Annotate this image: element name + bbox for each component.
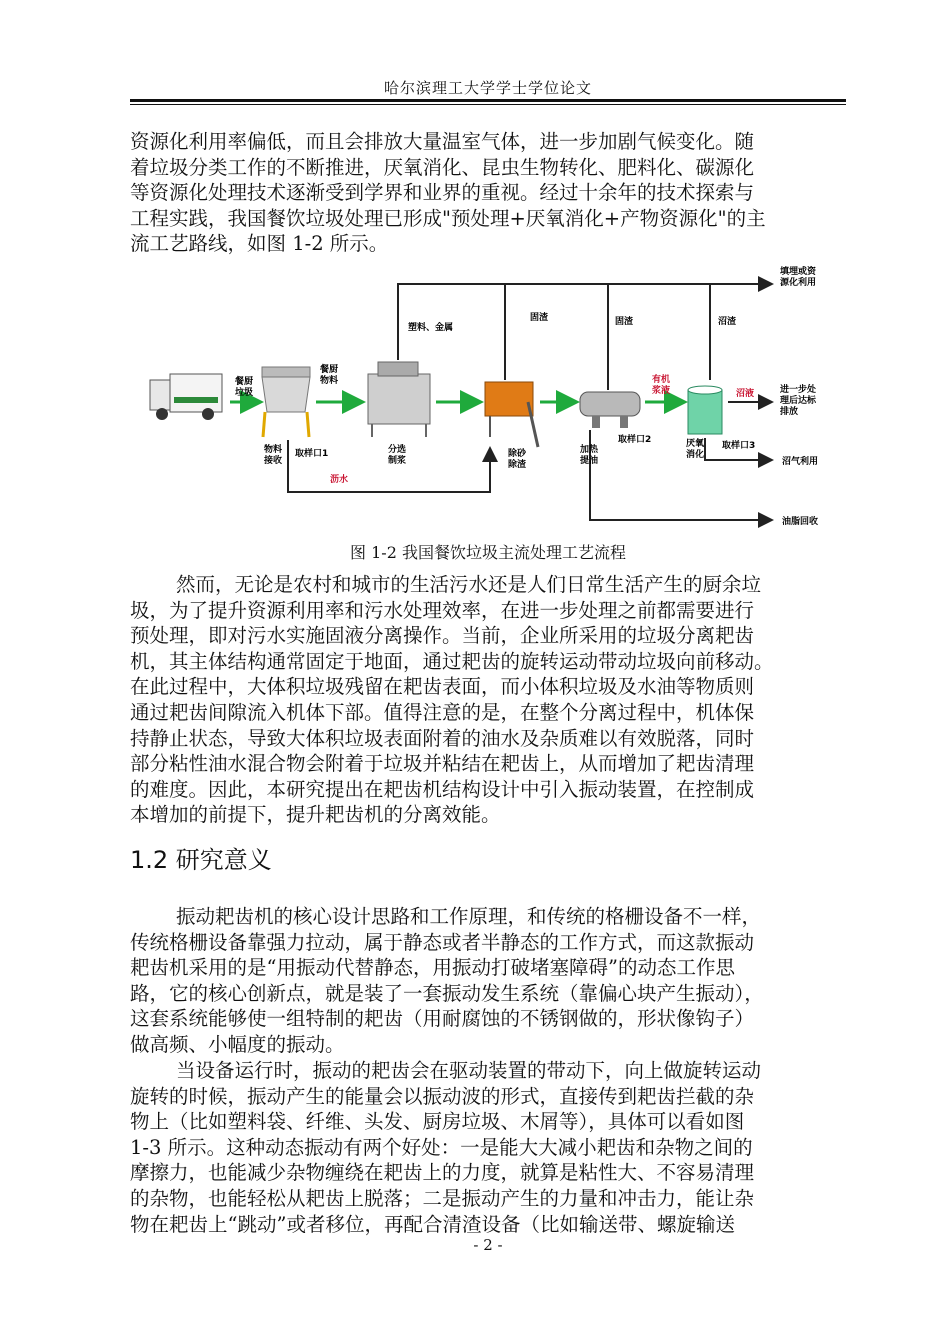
text-line: 物在耙齿上“跳动”或者移位，再配合清渣设备（比如输送带、螺旋输送 — [130, 1212, 735, 1236]
text-line: 旋转的时候，振动产生的能量会以振动波的形式，直接传到耙齿拦截的杂 — [130, 1084, 755, 1108]
label-kitchen-material: 餐厨物料 — [320, 365, 339, 386]
text-line: 等资源化处理技术逐渐受到学界和业界的重视。经过十余年的技术探索与 — [130, 181, 755, 205]
label-sampling-2: 取样口2 — [618, 435, 652, 445]
label-biogas-use: 沼气利用 — [782, 457, 819, 467]
text-line: 摩擦力，也能减少杂物缠绕在耙齿上的力度，就算是粘性大、不容易清理 — [130, 1161, 755, 1185]
text-line: 持静止状态，导致大体积垃圾表面附着的油水及杂质难以有效脱落，同时 — [130, 726, 755, 750]
text-line: 物上（比如塑料袋、纤维、头发、厨房垃圾、木屑等），具体可以看如图 — [130, 1110, 745, 1134]
text-line: 路，它的核心创新点，就是装了一套振动发生系统（靠偏心块产生振动）， — [130, 981, 764, 1005]
label-sampling-3: 取样口3 — [722, 441, 756, 451]
page-number: - 2 - — [473, 1236, 503, 1254]
text-line: 工程实践，我国餐饮垃圾处理已形成"预处理+厌氧消化+产物资源化"的主 — [130, 206, 766, 230]
text-line: 的杂物，也能轻松从耙齿上脱落；二是振动产生的力量和冲击力，能让杂 — [130, 1186, 755, 1210]
label-sort-pulp: 分选制浆 — [388, 445, 407, 466]
text-line: 传统格栅设备靠强力拉动，属于静态或者半静态的工作方式，而这款振动 — [130, 930, 755, 954]
label-heat-oil: 加热提油 — [580, 445, 599, 466]
label-landfill: 填埋或资源化利用 — [780, 267, 817, 288]
text-line: 通过耙齿间隙流入机体下部。值得注意的是，在整个分离过程中，机体保 — [130, 700, 755, 724]
garbage-truck-icon — [150, 374, 222, 420]
page-header: 哈尔滨理工大学学士学位论文 — [383, 79, 592, 97]
text-line: 预处理，即对污水实施固液分离操作。当前，企业所采用的垃圾分离耙齿 — [130, 624, 755, 648]
centrifuge-icon — [580, 392, 640, 428]
label-material-receive: 物料接收 — [264, 445, 283, 466]
label-organic-slurry: 有机浆液 — [652, 375, 671, 396]
text-line: 1-3 所示。这种动态振动有两个好处：一是能大大减小耙齿和杂物之间的 — [130, 1135, 753, 1159]
body-paragraph-3 — [130, 904, 846, 1058]
figure-caption: 图 1-2 我国餐饮垃圾主流处理工艺流程 — [350, 543, 626, 562]
text-line: 着垃圾分类工作的不断推进，厌氧消化、昆虫生物转化、肥料化、碳源化 — [130, 155, 755, 179]
label-solid-residue-2: 固渣 — [615, 317, 634, 327]
section-heading: 1.2 研究意义 — [130, 846, 272, 874]
text-line: 然而，无论是农村和城市的生活污水还是人们日常生活产生的厨余垃 — [176, 573, 762, 596]
text-line: 做高频、小幅度的振动。 — [130, 1032, 345, 1056]
label-biogas-liquid: 沼液 — [736, 389, 755, 399]
anaerobic-tank-icon — [688, 386, 722, 434]
text-line: 资源化利用率偏低，而且会排放大量温室气体，进一步加剧气候变化。随 — [130, 130, 755, 153]
label-biogas-residue: 沼渣 — [718, 317, 737, 327]
intro-paragraph — [130, 129, 846, 257]
label-anaerobic: 厌氧消化 — [686, 439, 705, 460]
text-line: 耙齿机采用的是“用振动代替静态，用振动打破堵塞障碍”的动态工作思 — [130, 956, 735, 980]
text-line: 机，其主体结构通常固定于地面，通过耙齿的旋转运动带动垃圾向前移动。 — [130, 649, 774, 673]
sorting-pulper-icon — [368, 362, 430, 437]
label-sampling-1: 取样口1 — [295, 449, 329, 459]
label-solid-residue-1: 固渣 — [530, 313, 549, 323]
process-flow-figure — [140, 262, 840, 532]
header-rule-thick — [130, 99, 846, 102]
text-line: 在此过程中，大体积垃圾残留在耙齿表面，而小体积垃圾及水油等物质则 — [130, 675, 755, 699]
text-line: 的难度。因此，本研究提出在耙齿机结构设计中引入振动装置，在控制成 — [130, 777, 755, 801]
text-line: 部分粘性油水混合物会附着于垃圾并粘结在耙齿上，从而增加了耙齿清理 — [130, 752, 755, 776]
text-line: 这套系统能够使一组特制的耙齿（用耐腐蚀的不锈钢做的，形状像钩子） — [130, 1007, 755, 1031]
sand-removal-icon — [485, 382, 538, 447]
text-line: 当设备运行时，振动的耙齿会在驱动装置的带动下，向上做旋转运动 — [176, 1059, 762, 1082]
header-rule-thin — [130, 104, 846, 105]
body-paragraph-4 — [130, 1058, 846, 1237]
label-kitchen-waste: 餐厨垃圾 — [235, 377, 254, 398]
label-sand-removal: 除砂除渣 — [508, 449, 527, 470]
body-paragraph-2 — [130, 572, 846, 828]
text-line: 圾，为了提升资源利用率和污水处理效率，在进一步处理之前都需要进行 — [130, 598, 755, 622]
label-plastic-metal: 塑料、金属 — [408, 323, 454, 333]
receiving-hopper-icon — [262, 367, 310, 437]
text-line: 本增加的前提下，提升耙齿机的分离效能。 — [130, 803, 501, 827]
label-grease-recycle: 油脂回收 — [782, 517, 819, 527]
label-discharge: 进一步处理后达标排放 — [780, 385, 817, 417]
label-leachate: 沥水 — [330, 475, 349, 485]
text-line: 振动耙齿机的核心设计思路和工作原理，和传统的格栅设备不一样， — [176, 905, 762, 928]
text-line: 流工艺路线，如图 1-2 所示。 — [130, 232, 389, 256]
